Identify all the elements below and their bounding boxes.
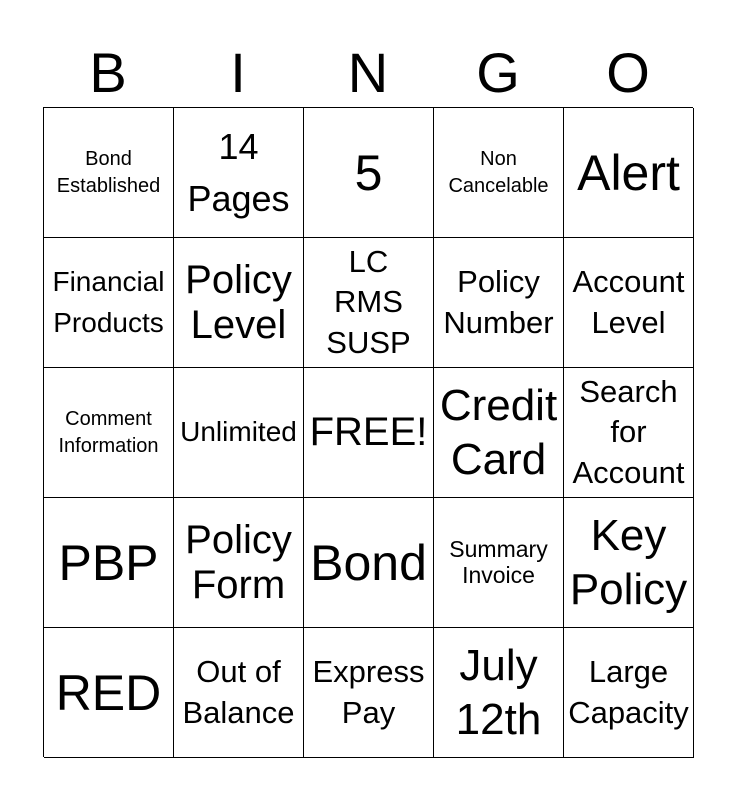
- bingo-cell[interactable]: Account Level: [564, 238, 694, 368]
- header-letter-o: O: [606, 41, 650, 104]
- bingo-cell[interactable]: 5: [304, 108, 434, 238]
- bingo-cell[interactable]: LC RMS SUSP: [304, 238, 434, 368]
- bingo-cell[interactable]: July 12th: [434, 628, 564, 758]
- bingo-cell[interactable]: Bond: [304, 498, 434, 628]
- bingo-cell[interactable]: Comment Information: [44, 368, 174, 498]
- bingo-cell[interactable]: Unlimited: [174, 368, 304, 498]
- bingo-cell[interactable]: Bond Established: [44, 108, 174, 238]
- bingo-cell[interactable]: Search for Account: [564, 368, 694, 498]
- bingo-cell[interactable]: Policy Number: [434, 238, 564, 368]
- bingo-cell[interactable]: RED: [44, 628, 174, 758]
- bingo-cell[interactable]: Out of Balance: [174, 628, 304, 758]
- bingo-cell[interactable]: PBP: [44, 498, 174, 628]
- bingo-cell[interactable]: Express Pay: [304, 628, 434, 758]
- header-letter-i: I: [230, 41, 246, 104]
- bingo-cell[interactable]: Financial Products: [44, 238, 174, 368]
- header-letter-n: N: [347, 41, 389, 104]
- free-space[interactable]: FREE!: [304, 368, 434, 498]
- bingo-cell[interactable]: Key Policy: [564, 498, 694, 628]
- bingo-cell[interactable]: Summary Invoice: [434, 498, 564, 628]
- header-letter-b: B: [89, 41, 127, 104]
- bingo-cell[interactable]: Large Capacity: [564, 628, 694, 758]
- bingo-cell[interactable]: Alert: [564, 108, 694, 238]
- bingo-cell[interactable]: Credit Card: [434, 368, 564, 498]
- bingo-header: [43, 40, 693, 106]
- bingo-cell[interactable]: 14 Pages: [174, 108, 304, 238]
- header-letter-g: G: [476, 41, 520, 104]
- bingo-cell[interactable]: Policy Form: [174, 498, 304, 628]
- bingo-cell[interactable]: Policy Level: [174, 238, 304, 368]
- bingo-card-grid: [43, 107, 693, 757]
- bingo-cell[interactable]: Non Cancelable: [434, 108, 564, 238]
